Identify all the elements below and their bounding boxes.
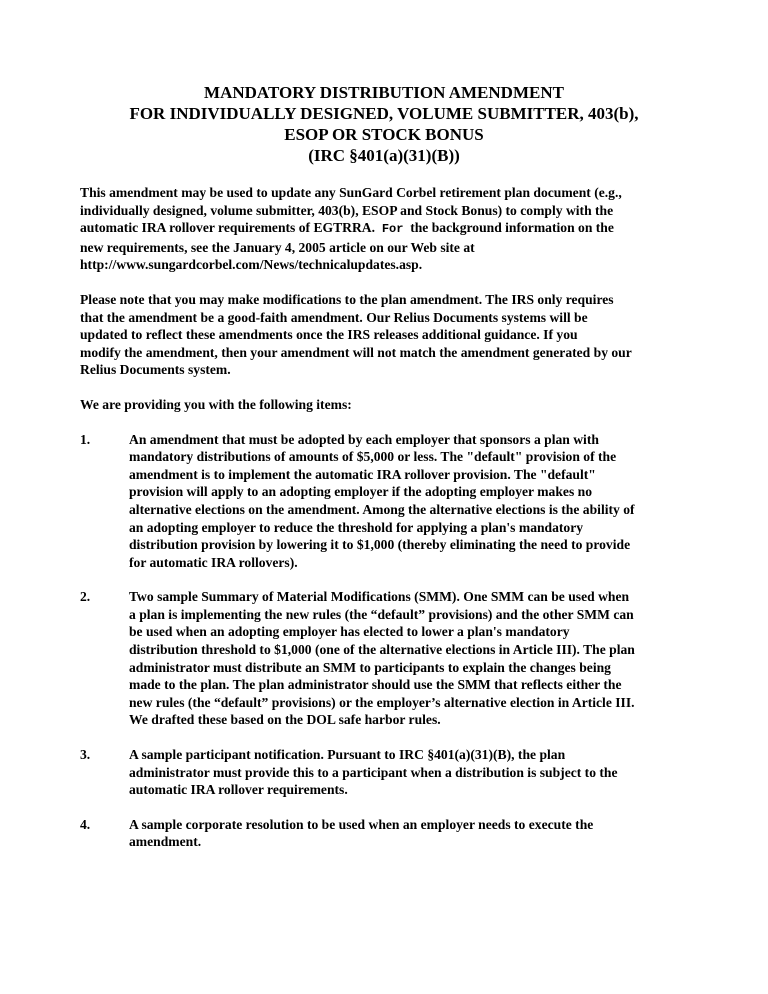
item-number: 1. (80, 431, 91, 447)
item-number: 2. (80, 589, 91, 605)
text-line: This amendment may be used to update any SunGard Corbel retirement plan document (e.g., (80, 185, 622, 200)
text-line: alternative elections on the amendment. Among the alternative elections is the ability of (129, 501, 635, 517)
item-text (129, 746, 700, 799)
document-title (0, 82, 768, 166)
text-line: administrator must distribute an SMM to participants to explain the changes being (129, 659, 611, 675)
text-line: distribution provision by lowering it to $1,000 (thereby eliminating the need to provide (129, 537, 631, 553)
text-line: that the amendment be a good-faith amendment. Our Relius Documents systems will be (80, 309, 588, 325)
text-line: Relius Documents system. (80, 362, 231, 378)
item-text (129, 431, 700, 572)
document-page (0, 82, 768, 868)
list-item (80, 588, 700, 729)
text-span: automatic IRA rollover requirements of EGTRRA. (80, 220, 382, 236)
title-line: (IRC §401(a)(31)(B)) (308, 146, 460, 165)
providing-paragraph: We are providing you with the following items: (80, 396, 352, 412)
list-item (80, 431, 700, 572)
intro-paragraph (80, 184, 700, 274)
text-line: We drafted these based on the DOL safe harbor rules. (129, 712, 441, 728)
text-line: Please note that you may make modifications to the plan amendment. The IRS only requires (80, 291, 614, 307)
item-number: 3. (80, 747, 91, 763)
text-line: for automatic IRA rollovers). (129, 554, 298, 570)
title-line: ESOP OR STOCK BONUS (284, 125, 484, 144)
title-line: MANDATORY DISTRIBUTION AMENDMENT (204, 83, 564, 102)
text-line: An amendment that must be adopted by each employer that sponsors a plan with (129, 431, 599, 447)
item-number: 4. (80, 816, 91, 832)
text-line: modify the amendment, then your amendment will not match the amendment generated by our (80, 344, 632, 360)
text-line: administrator must provide this to a participant when a distribution is subject to the (129, 764, 618, 780)
text-line: A sample corporate resolution to be used when an employer needs to execute the (129, 816, 594, 832)
text-line: new requirements, see the January 4, 2005 article on our Web site at (80, 239, 475, 255)
title-line: FOR INDIVIDUALLY DESIGNED, VOLUME SUBMITTER, 403(b), (129, 104, 639, 123)
web-link[interactable]: http://www.sungardcorbel.com/News/technicalupdates.asp. (80, 257, 423, 273)
note-paragraph (80, 291, 700, 379)
text-line: made to the plan. The plan administrator should use the SMM that reflects either the (129, 677, 622, 693)
text-line: provision will apply to an adopting employer if the adopting employer makes no (129, 484, 592, 500)
text-line: new rules (the “default” provisions) or the employer’s alternative election in Article III. (129, 694, 635, 710)
text-line: updated to reflect these amendments once the IRS releases additional guidance. If you (80, 327, 578, 343)
list-item (80, 746, 700, 799)
text-line: amendment. (129, 834, 202, 850)
text-line: individually designed, volume submitter, 403(b), ESOP and Stock Bonus) to comply with the (80, 202, 614, 218)
text-line: mandatory distributions of amounts of $5,000 or less. The "default" provision of the (129, 449, 617, 465)
text-line: an adopting employer to reduce the threshold for applying a plan's mandatory (129, 519, 584, 535)
text-line: distribution threshold to $1,000 (one of the alternative elections in Article III). The plan (129, 642, 635, 658)
text-line: A sample participant notification. Pursuant to IRC §401(a)(31)(B), the plan (129, 747, 566, 763)
text-span: the background information on the (403, 220, 614, 236)
text-line (80, 219, 700, 239)
text-line: amendment is to implement the automatic IRA rollover provision. The "default" (129, 466, 596, 482)
item-text (129, 588, 700, 729)
text-span: For (381, 222, 404, 237)
item-text (129, 816, 700, 851)
text-line: be used when an adopting employer has elected to lower a plan's mandatory (129, 624, 570, 640)
text-line: Two sample Summary of Material Modifications (SMM). One SMM can be used when (129, 589, 630, 605)
text-line: a plan is implementing the new rules (the “default” provisions) and the other SMM can (129, 606, 634, 622)
text-line: automatic IRA rollover requirements. (129, 782, 348, 798)
list-item (80, 816, 700, 851)
